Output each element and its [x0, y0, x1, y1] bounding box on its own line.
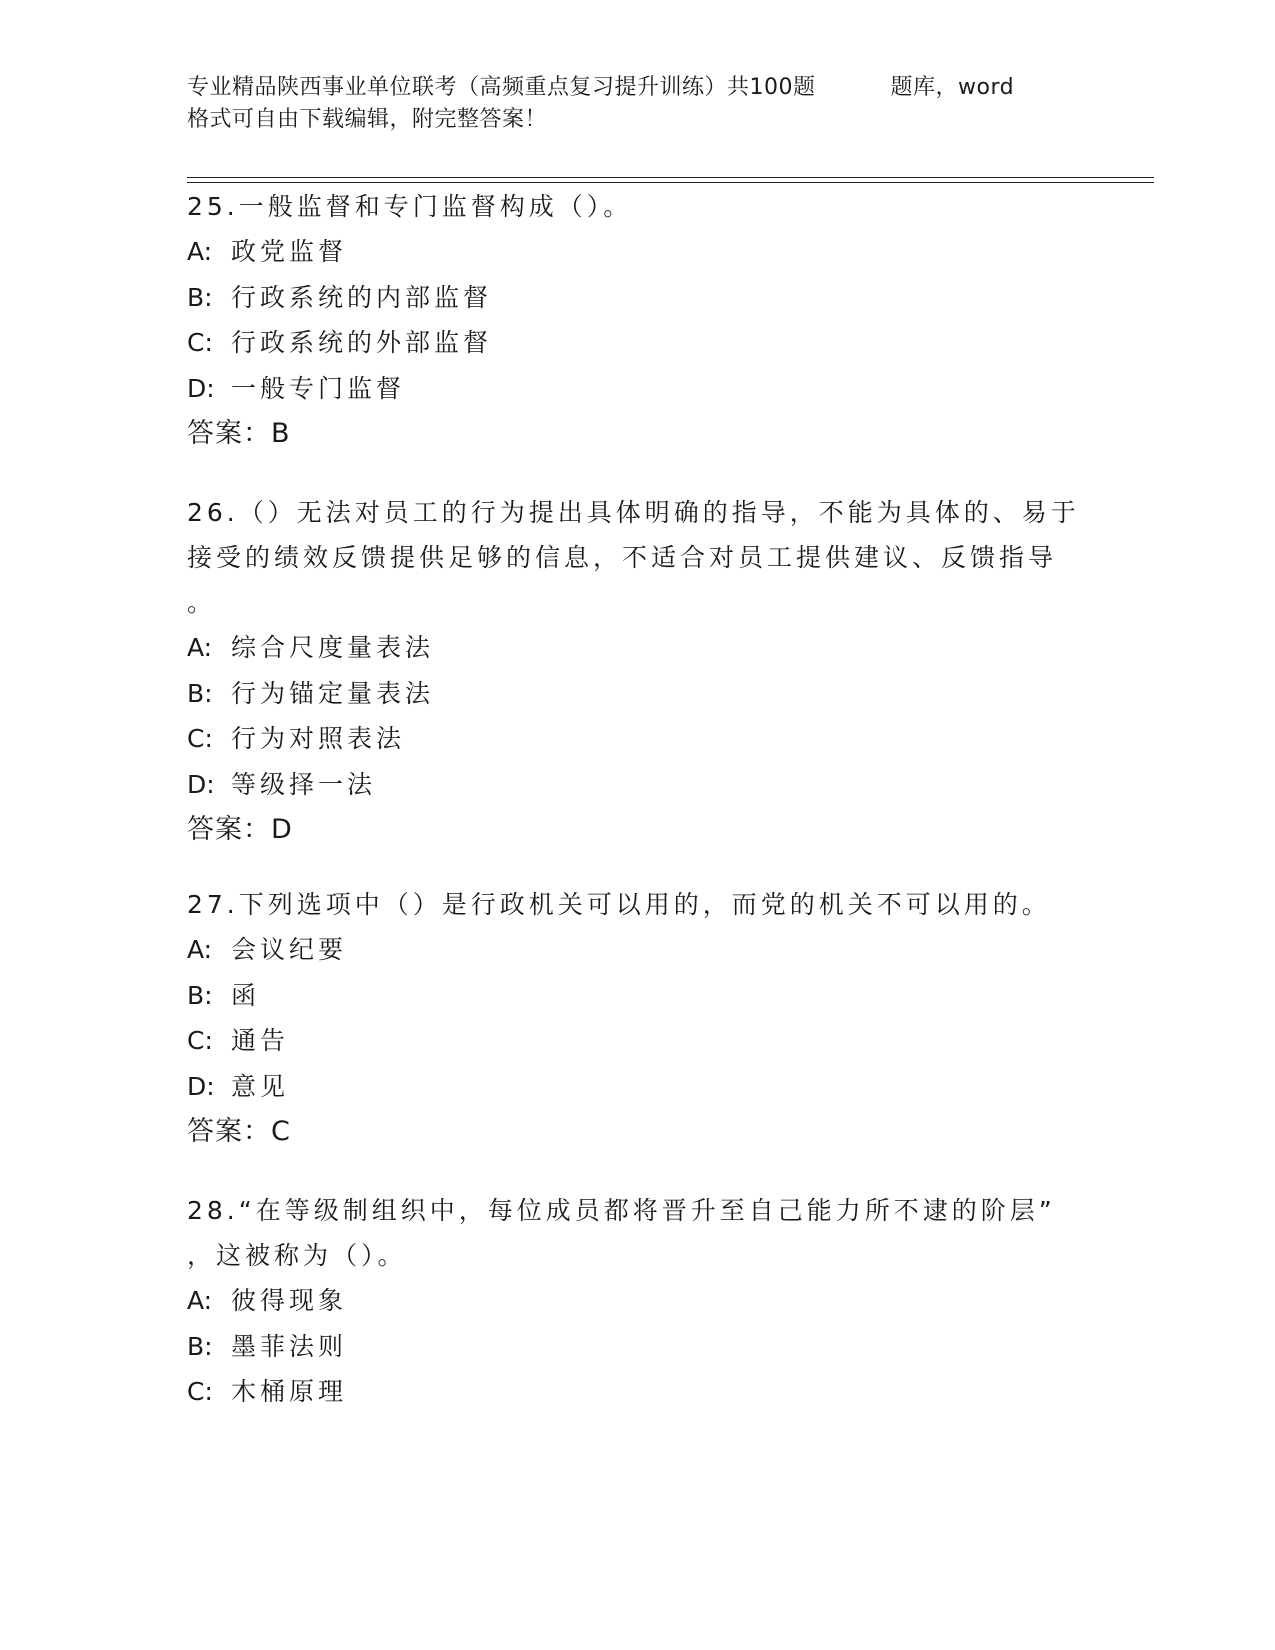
- option-text: 木桶原理: [231, 1377, 348, 1406]
- option-letter: A:: [187, 1286, 213, 1315]
- option-text: 彼得现象: [231, 1286, 348, 1315]
- option-letter: D:: [187, 1071, 215, 1101]
- option-c: [187, 1018, 1087, 1064]
- header-title: 专业精品陕西事业单位联考（高频重点复习提升训练）共100题: [187, 75, 816, 100]
- option-a: [187, 625, 1087, 671]
- option-text: 函: [231, 980, 261, 1010]
- option-letter: D:: [187, 373, 215, 403]
- option-b: [187, 973, 1087, 1019]
- option-text: 一般专门监督: [231, 373, 406, 403]
- question-stem: 27.下列选项中（）是行政机关可以用的，而党的机关不可以用的。: [187, 890, 1051, 919]
- header-line-1: [187, 72, 1087, 104]
- option-a: [187, 1278, 1087, 1324]
- option-d: [187, 762, 1087, 808]
- question-28: [187, 1188, 1087, 1415]
- question-stem: 26.（）无法对员工的行为提出具体明确的指导，不能为具体的、易于接受的绩效反馈提供足够的信息，不适合对员工提供建议、反馈指导 。: [187, 498, 1080, 617]
- header-divider-top: [187, 177, 1154, 178]
- option-text: 行政系统的外部监督: [231, 328, 493, 357]
- answer-line: 答案：C: [187, 1116, 291, 1147]
- option-letter: C:: [187, 724, 213, 753]
- option-a: [187, 927, 1087, 973]
- option-letter: C:: [187, 1377, 213, 1406]
- answer-line: 答案：B: [187, 418, 291, 449]
- header-divider-bottom: [187, 182, 1154, 183]
- option-text: 政党监督: [231, 237, 348, 266]
- option-letter: D:: [187, 769, 215, 799]
- option-d: [187, 366, 1087, 412]
- option-c: [187, 1369, 1087, 1415]
- option-letter: A:: [187, 633, 213, 662]
- option-letter: A:: [187, 237, 213, 266]
- option-letter: A:: [187, 935, 213, 964]
- question-stem: 28.“在等级制组织中，每位成员都将晋升至自己能力所不逮的阶层” ，这被称为（）。: [187, 1196, 1056, 1270]
- option-text: 行为对照表法: [231, 724, 406, 753]
- option-text: 通告: [231, 1026, 290, 1055]
- option-d: [187, 1064, 1087, 1110]
- option-letter: B:: [187, 980, 213, 1010]
- option-letter: B:: [187, 282, 213, 312]
- option-letter: B:: [187, 1331, 213, 1361]
- option-c: [187, 320, 1087, 366]
- question-25: [187, 184, 1087, 457]
- header-title-suffix: 题库，word: [890, 75, 1015, 100]
- answer-line: 答案：D: [187, 814, 293, 845]
- option-c: [187, 716, 1087, 762]
- option-text: 行政系统的内部监督: [231, 282, 493, 312]
- option-letter: C:: [187, 1026, 213, 1055]
- question-27: [187, 882, 1087, 1155]
- question-26: [187, 490, 1087, 853]
- option-text: 等级择一法: [231, 769, 377, 799]
- question-stem: 25.一般监督和专门监督构成（）。: [187, 192, 633, 221]
- option-text: 墨菲法则: [231, 1331, 348, 1361]
- option-text: 意见: [231, 1071, 290, 1101]
- option-b: [187, 671, 1087, 717]
- option-text: 综合尺度量表法: [231, 633, 435, 662]
- option-b: [187, 275, 1087, 321]
- header-line-2: 格式可自由下载编辑，附完整答案！: [187, 107, 548, 132]
- page-header: [187, 72, 1087, 136]
- option-b: [187, 1324, 1087, 1370]
- option-letter: C:: [187, 328, 213, 357]
- option-letter: B:: [187, 678, 213, 708]
- option-a: [187, 229, 1087, 275]
- option-text: 行为锚定量表法: [231, 678, 435, 708]
- option-text: 会议纪要: [231, 935, 348, 964]
